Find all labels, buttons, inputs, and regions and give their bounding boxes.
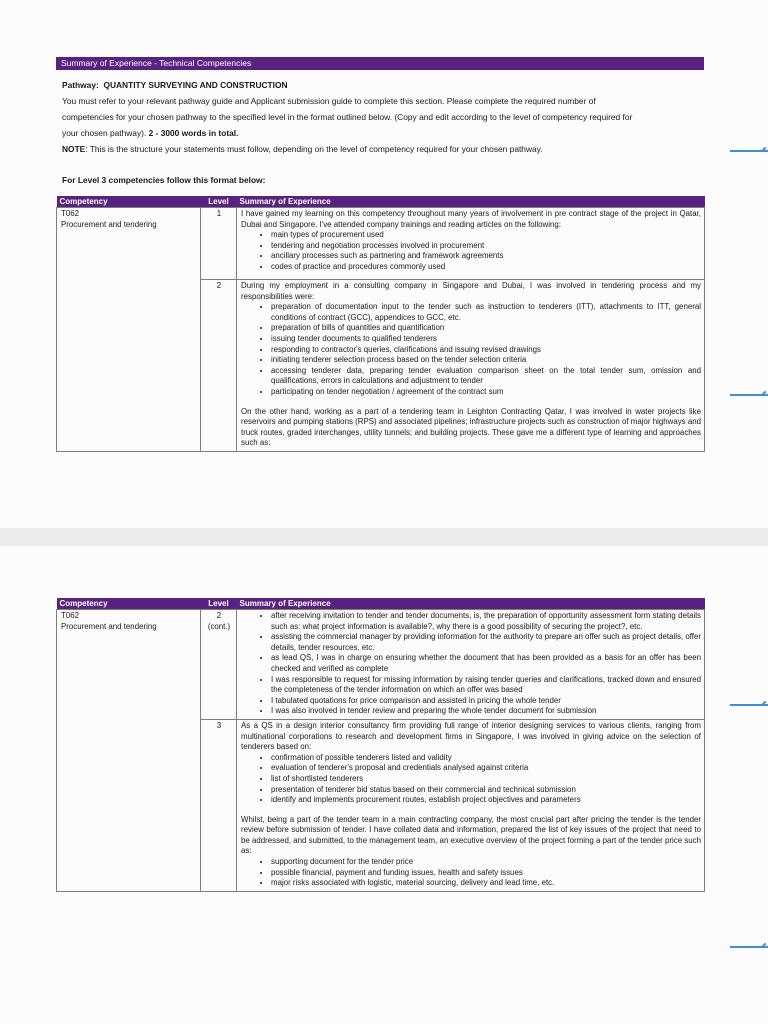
pathway-line [62, 77, 702, 93]
summary-bullets [241, 611, 701, 717]
word-count-requirement: 2 - 3000 words in total. [148, 128, 239, 138]
summary-cell [237, 610, 705, 720]
table-row [57, 610, 705, 720]
summary-bullets [241, 753, 701, 806]
list-item: • ancillary processes such as partnering and framework agreements [271, 251, 701, 262]
header-summary: Summary of Experience [237, 196, 705, 208]
summary-cell [237, 719, 705, 891]
competency-name: Procurement and tendering [61, 621, 157, 631]
note-line [62, 141, 702, 157]
competency-code: T062 [61, 611, 79, 620]
level-cell [201, 610, 237, 720]
pen-mark-icon [730, 150, 768, 152]
summary-closing: Whilst, being a part of the tender team in a main contracting company, the most crucial part after pricing the tender is the tender review before submission of tender. I have collated data and information, prepared the list of key issues of the project that need to be addressed, and submitted, to the management team, an executive overview of the project forming a part of the tender price such as: [241, 814, 701, 856]
competency-name: Procurement and tendering [61, 219, 157, 229]
pathway-value: QUANTITY SURVEYING AND CONSTRUCTION [103, 80, 288, 90]
level3-heading-text: For Level 3 competencies follow this format below: [62, 175, 266, 185]
summary-intro: During my employment in a consulting company in Singapore and Dubai, I was involved in tendering process and my responsibilities were: [241, 281, 701, 301]
list-item: • supporting document for the tender price [271, 857, 701, 868]
pen-mark-icon [730, 394, 768, 396]
header-level: Level [201, 598, 237, 610]
intro-line-1: You must refer to your relevant pathway guide and Applicant submission guide to complete this section. Please complete the required number of [62, 96, 596, 106]
summary-bullets-2 [241, 857, 701, 889]
header-competency: Competency [57, 196, 201, 208]
level-number: 2 [216, 611, 222, 620]
table-header-row [57, 598, 705, 610]
list-item: • main types of procurement used [271, 230, 701, 241]
summary-bullets [241, 230, 701, 272]
section-header-bar: Summary of Experience - Technical Competencies [56, 57, 704, 70]
list-item: • I was responsible to request for missing information by raising tender queries and clarifications, tracked down and ensured the completeness of the tender information on which an offer was based [271, 675, 701, 696]
intro-line-3-text: your chosen pathway). [62, 128, 147, 138]
list-item: • issuing tender documents to qualified tenderers [271, 334, 701, 345]
list-item: • codes of practice and procedures commonly used [271, 262, 701, 273]
pathway-label: Pathway: [62, 80, 99, 90]
intro-line-3 [62, 125, 702, 141]
intro-line-2: competencies for your chosen pathway to the specified level in the format outlined below. (Copy and edit according to the level of competency required for [62, 112, 633, 122]
competency-table-1 [56, 196, 705, 452]
list-item: • preparation of documentation input to the tender such as instruction to tenderers (ITT), attachments to ITT, general conditions of contract (GCC), appendices to GCC, etc. [271, 302, 701, 323]
level-continued-note: (cont.) [207, 621, 231, 631]
list-item: • tendering and negotiation processes involved in procurement [271, 241, 701, 252]
list-item: • responding to contractor's queries, clarifications and issuing revised drawings [271, 345, 701, 356]
list-item: • I tabulated quotations for price comparison and assisted in pricing the whole tender [271, 696, 701, 707]
list-item: • list of shortlisted tenderers [271, 774, 701, 785]
list-item: • major risks associated with logistic, material sourcing, delivery and lead time, etc. [271, 878, 701, 889]
page-gap [0, 528, 768, 546]
note-text: : This is the structure your statements must follow, depending on the level of competency required for your chosen pathway. [85, 144, 543, 154]
list-item: • participating on tender negotiation / agreement of the contract sum [271, 387, 701, 398]
list-item: • as lead QS, I was in charge on ensuring whether the document that has been provided as a basis for an offer has been checked and verified as complete [271, 653, 701, 674]
header-level: Level [201, 196, 237, 208]
summary-closing: On the other hand, working as a part of a tendering team in Leighton Contracting Qatar, I was involved in water projects like reservoirs and pumping stations (RPS) and associated pipelines; infrastructure projects such as construction of major highways and truck routes, graded interchanges, utility tunnels; and building projects. These gave me a different type of learning and approaches such as: [241, 406, 701, 448]
level-cell: 2 [201, 280, 237, 452]
competency-cell [57, 610, 201, 892]
competency-table-2 [56, 598, 705, 892]
level-cell: 3 [201, 719, 237, 891]
level3-heading [62, 172, 702, 188]
level-cell: 1 [201, 208, 237, 280]
pen-mark-icon [730, 704, 768, 706]
table-row [57, 208, 705, 280]
list-item: • accessing tenderer data, preparing tender evaluation comparison sheet on the total tender sum, omission and qualifications, errors in calculations and adjustment to tender [271, 366, 701, 387]
list-item: • assisting the commercial manager by providing information for the authority to prepare an offer such as project details, offer details, tender resources, etc. [271, 632, 701, 653]
header-competency: Competency [57, 598, 201, 610]
summary-cell [237, 280, 705, 452]
summary-bullets [241, 302, 701, 397]
list-item: • I was also involved in tender review and preparing the whole tender document for submission [271, 706, 701, 717]
summary-intro: I have gained my learning on this competency throughout many years of involvement in pre contract stage of the project in Qatar, Dubai and Singapore. I've attended company trainings and reading articles on the following: [241, 209, 701, 229]
list-item: • possible financial, payment and funding issues, health and safety issues [271, 868, 701, 879]
list-item: • confirmation of possible tenderers listed and validity [271, 753, 701, 764]
list-item: • evaluation of tenderer's proposal and credentials analysed against criteria [271, 763, 701, 774]
list-item: • identify and implements procurement routes, establish project objectives and parameters [271, 795, 701, 806]
list-item: • presentation of tenderer bid status based on their commercial and technical submission [271, 785, 701, 796]
pen-mark-icon [730, 946, 768, 948]
page-2 [0, 546, 768, 1024]
list-item: • preparation of bills of quantities and quantification [271, 323, 701, 334]
summary-intro: As a QS in a design interior consultancy firm providing full range of interior designing services to various clients, ranging from multinational corporations to research and development firms in Singapore, I was involved in giving advice on the selection of tenderers based on: [241, 720, 701, 752]
competency-code: T062 [61, 209, 79, 218]
list-item: • after receiving invitation to tender and tender documents, is, the preparation of opportunity assessment form stating details such as: what project information is available?, why there is a good possibility of securing the project?, etc. [271, 611, 701, 632]
header-summary: Summary of Experience [237, 598, 705, 610]
summary-cell [237, 208, 705, 280]
list-item: • initiating tenderer selection process based on the tender selection criteria [271, 355, 701, 366]
table-header-row [57, 196, 705, 208]
competency-cell [57, 208, 201, 452]
note-label: NOTE [62, 144, 86, 154]
